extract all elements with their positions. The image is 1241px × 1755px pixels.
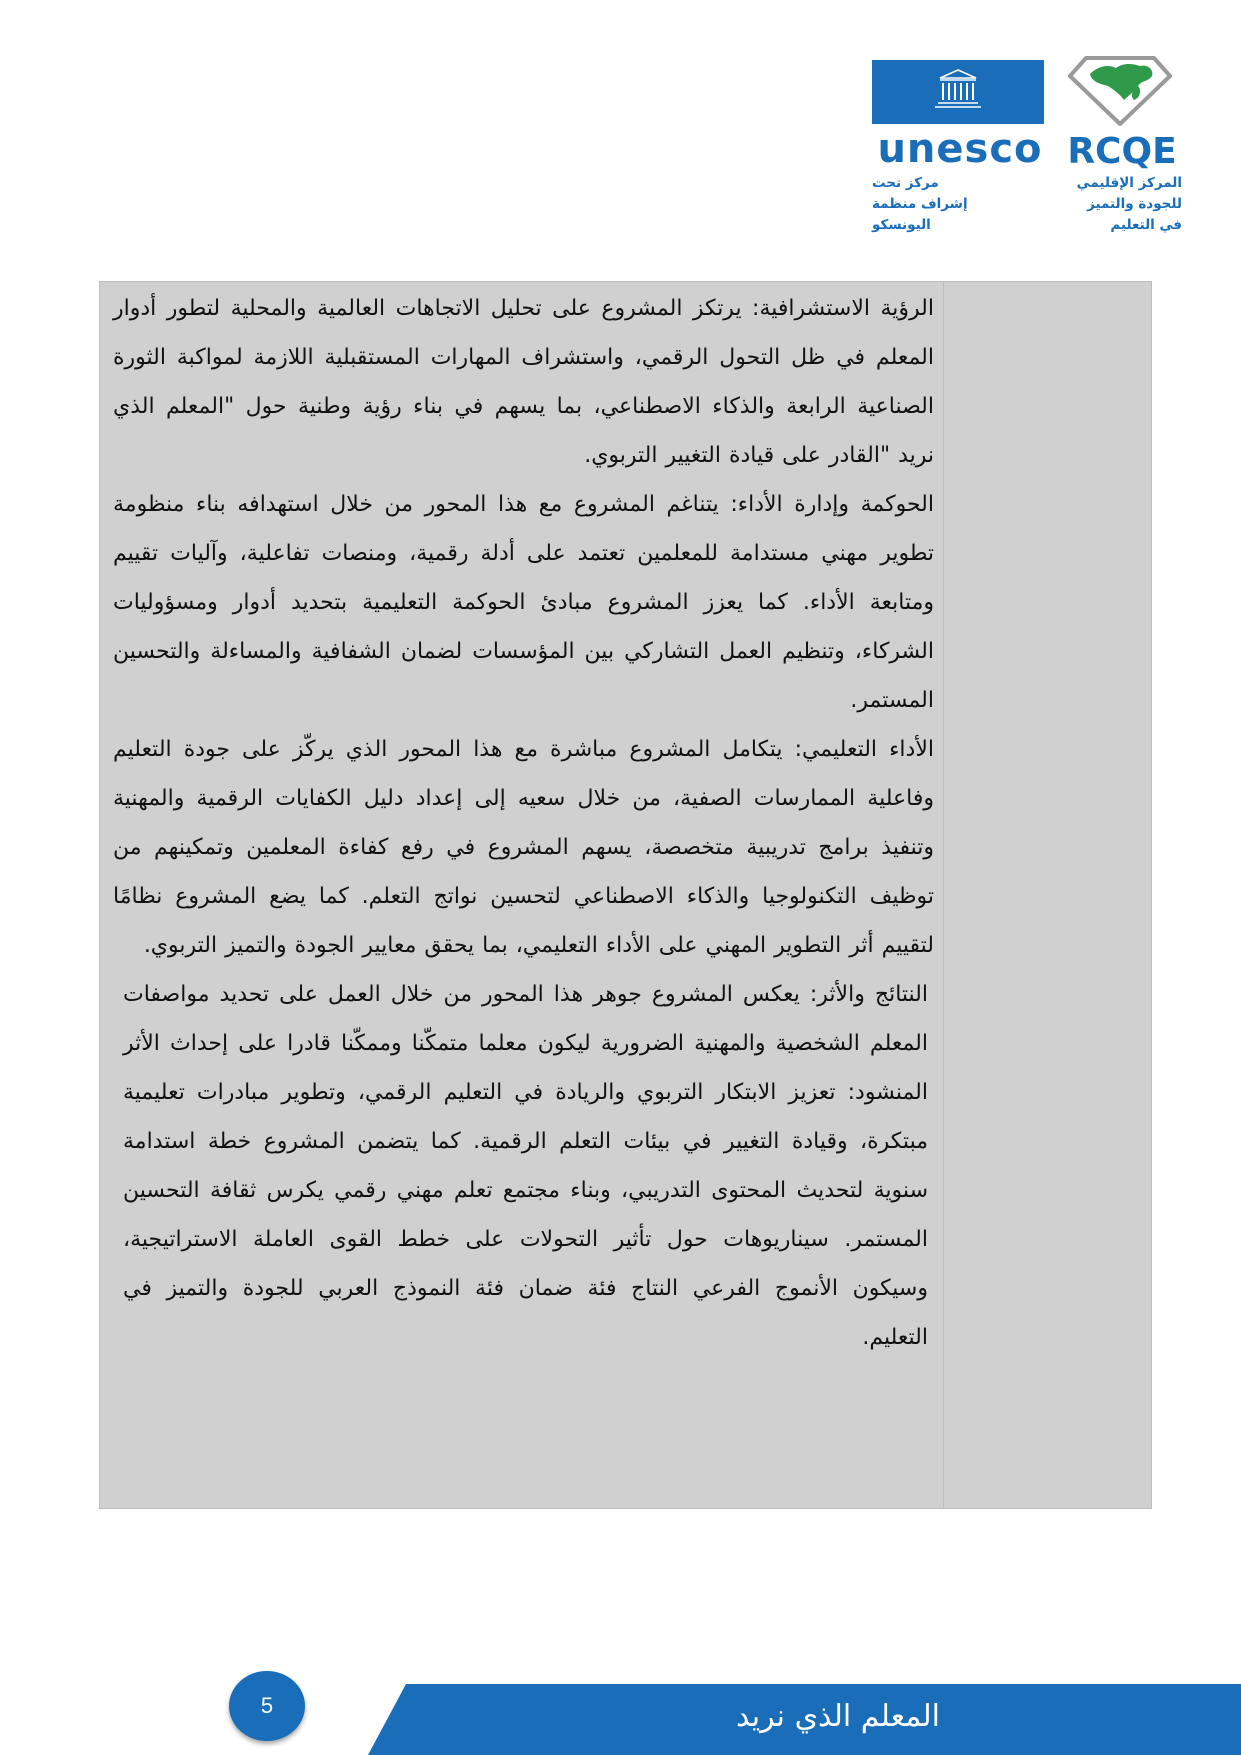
unesco-subtitle-line: اليونسكو: [872, 217, 931, 233]
paragraph-governance: الحوكمة وإدارة الأداء: يتناغم المشروع مع هذا المحور من خلال استهدافه بناء منظومة تطوير مهني مستدامة للمعلمين تعتمد على أدلة رقمية، ومنصات تفاعلية، وآليات تقييم ومتابعة الأداء. كما يعزز المشروع مبادئ الحوكمة التعليمية بتحديد أدوار ومسؤوليات الشركاء، وتنظيم العمل التشاركي بين المؤسسات لضمان الشفافية والمساءلة والتحسين المستمر.: [113, 492, 934, 713]
rcqe-subtitle: [1062, 173, 1182, 236]
rcqe-acronym: RCQE: [1067, 131, 1177, 172]
diamond-map-icon: [1068, 56, 1172, 128]
footer-title: المعلم الذي نريد: [736, 1699, 940, 1734]
table-column-divider: [943, 282, 944, 1508]
paragraph-educational-performance: الأداء التعليمي: يتكامل المشروع مباشرة مع هذا المحور الذي يركّز على جودة التعليم وفاعلية الممارسات الصفية، من خلال سعيه إلى إعداد دليل الكفايات الرقمية والمهنية وتنفيذ برامج تدريبية متخصصة، يسهم المشروع في رفع كفاءة المعلمين وتمكينهم من توظيف التكنولوجيا والذكاء الاصطناعي لتحسين نواتج التعلم. كما يضع المشروع نظامًا لتقييم أثر التطوير المهني على الأداء التعليمي، بما يحقق معايير الجودة والتميز التربوي.: [113, 737, 934, 958]
rcqe-logo: [1062, 56, 1182, 236]
unesco-subtitle: [872, 173, 1044, 236]
unesco-subtitle-line: مركز تحت: [872, 175, 939, 191]
table-text-cell: [113, 284, 934, 1362]
rcqe-subtitle-line: المركز الإقليمي: [1076, 175, 1182, 191]
rcqe-subtitle-line: للجودة والتميز: [1087, 196, 1182, 212]
paragraph-foresight-vision: الرؤية الاستشرافية: يرتكز المشروع على تحليل الاتجاهات العالمية والمحلية لتطور أدوار المعلم في ظل التحول الرقمي، واستشراف المهارات المستقبلية اللازمة لمواكبة الثورة الصناعية الرابعة والذكاء الاصطناعي، بما يسهم في بناء رؤية وطنية حول "المعلم الذي نريد "القادر على قيادة التغيير التربوي.: [113, 296, 934, 468]
content-table: [99, 281, 1152, 1509]
unesco-wordmark: unesco: [877, 126, 1043, 172]
unesco-subtitle-line: إشراف منظمة: [872, 196, 968, 212]
unesco-logo: [872, 60, 1048, 240]
paragraph-results-impact: النتائج والأثر: يعكس المشروع جوهر هذا المحور من خلال العمل على تحديد مواصفات المعلم الشخصية والمهنية الضرورية ليكون معلما متمكّنا وممكّنا قادرا على إحداث الأثر المنشود: تعزيز الابتكار التربوي والريادة في التعليم الرقمي، وتطوير مبادرات تعليمية مبتكرة، وقيادة التغيير في بيئات التعلم الرقمية. كما يتضمن المشروع خطة استدامة سنوية لتحديث المحتوى التدريبي، وبناء مجتمع تعلم مهني رقمي يكرس ثقافة التحسين المستمر. سيناريوهات حول تأثير التحولات على خطط القوى العاملة الاستراتيجية، وسيكون الأنموج الفرعي النتاج فئة ضمان فئة النموذج العربي للجودة والتميز في التعليم.: [123, 982, 928, 1350]
unesco-temple-emblem: [872, 60, 1044, 124]
rcqe-subtitle-line: في التعليم: [1110, 217, 1182, 233]
page-number: 5: [229, 1671, 305, 1741]
temple-icon: [872, 60, 1044, 124]
